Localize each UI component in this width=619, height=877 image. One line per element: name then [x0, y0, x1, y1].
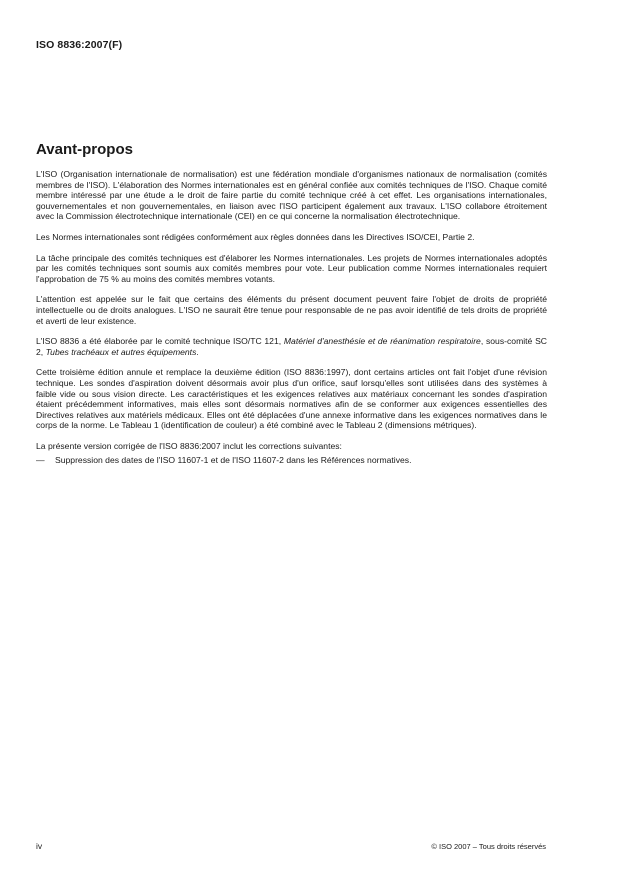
- paragraph-iso-organisation: L'ISO (Organisation internationale de normalisation) est une fédération mondiale d'organismes nationaux de normalisation (comités membres de l'ISO). L'élaboration des Normes internationales est en général confiée aux comités techniques de l'ISO. Chaque comité membre intéressé par une étude a le droit de faire partie du comité technique créé à cet effet. Les organisations internationales, gouvernementales et non gouvernementales, en liaison avec l'ISO participent également aux travaux. L'ISO collabore étroitement avec la Commission électrotechnique internationale (CEI) en ce qui concerne la normalisation électrotechnique.: [36, 169, 547, 222]
- paragraph-corrections-intro: La présente version corrigée de l'ISO 8836:2007 inclut les corrections suivantes:: [36, 440, 342, 451]
- paragraph-patent-rights: L'attention est appelée sur le fait que certains des éléments du présent document peuvent faire l'objet de droits de propriété intellectuelle ou de droits analogues. L'ISO ne saurait être tenue pour responsable de ne pas avoir identifié de tels droits de propriété et averti de leur existence.: [36, 294, 547, 326]
- page-title: Avant-propos: [36, 141, 133, 158]
- p5-text-c: , sous-comité SC 2,: [36, 336, 548, 357]
- paragraph-directives: Les Normes internationales sont rédigées conformément aux règles données dans les Directives ISO/CEI, Partie 2.: [36, 231, 475, 242]
- corrections-list-text: Suppression des dates de l'ISO 11607-1 et de l'ISO 11607-2 dans les Références normatives.: [55, 455, 412, 466]
- p5-text-e: .: [196, 346, 199, 357]
- p5-text-a: L'ISO 8836 a été élaborée par le comité technique ISO/TC 121,: [36, 336, 284, 347]
- p5-committee-title: Matériel d'anesthésie et de réanimation respiratoire: [283, 336, 481, 347]
- paragraph-committees-task: La tâche principale des comités techniques est d'élaborer les Normes internationales. Les projets de Normes internationales adoptés par les comités techniques sont soumis aux comités membres pour vote. Leur publication comme Normes internationales requiert l'approbation de 75 % au moins des comités membres votants.: [36, 252, 547, 284]
- copyright-notice: © ISO 2007 – Tous droits réservés: [431, 842, 546, 851]
- p5-subcommittee-title: Tubes trachéaux et autres équipements: [45, 346, 197, 357]
- paragraph-edition-changes: Cette troisième édition annule et remplace la deuxième édition (ISO 8836:1997), dont certains articles ont fait l'objet d'une révision technique. Les sondes d'aspiration doivent désormais avoir plus d'un orifice, sauf lorsqu'elles sont utilisées dans des systèmes à faible vide ou sous vision directe. Les caractéristiques et les exigences relatives aux matériaux concernant les sondes d'aspiration étaient précédemment informatives, mais elles sont désormais normatives afin de se conformer aux exigences essentielles des Directives relatives aux matériels médicaux. Elles ont été déplacées d'une annexe informative dans les exigences normatives dans le corps de la norme. Le Tableau 1 (identification de couleur) a été combiné avec le Tableau 2 (dimensions métriques).: [36, 367, 547, 431]
- paragraph-committee-prepared: [36, 336, 547, 357]
- document-body: [36, 169, 547, 466]
- page-number: iv: [36, 841, 43, 851]
- corrections-list-item: [36, 455, 547, 466]
- document-id: ISO 8836:2007(F): [36, 39, 123, 51]
- dash-bullet: —: [36, 455, 45, 466]
